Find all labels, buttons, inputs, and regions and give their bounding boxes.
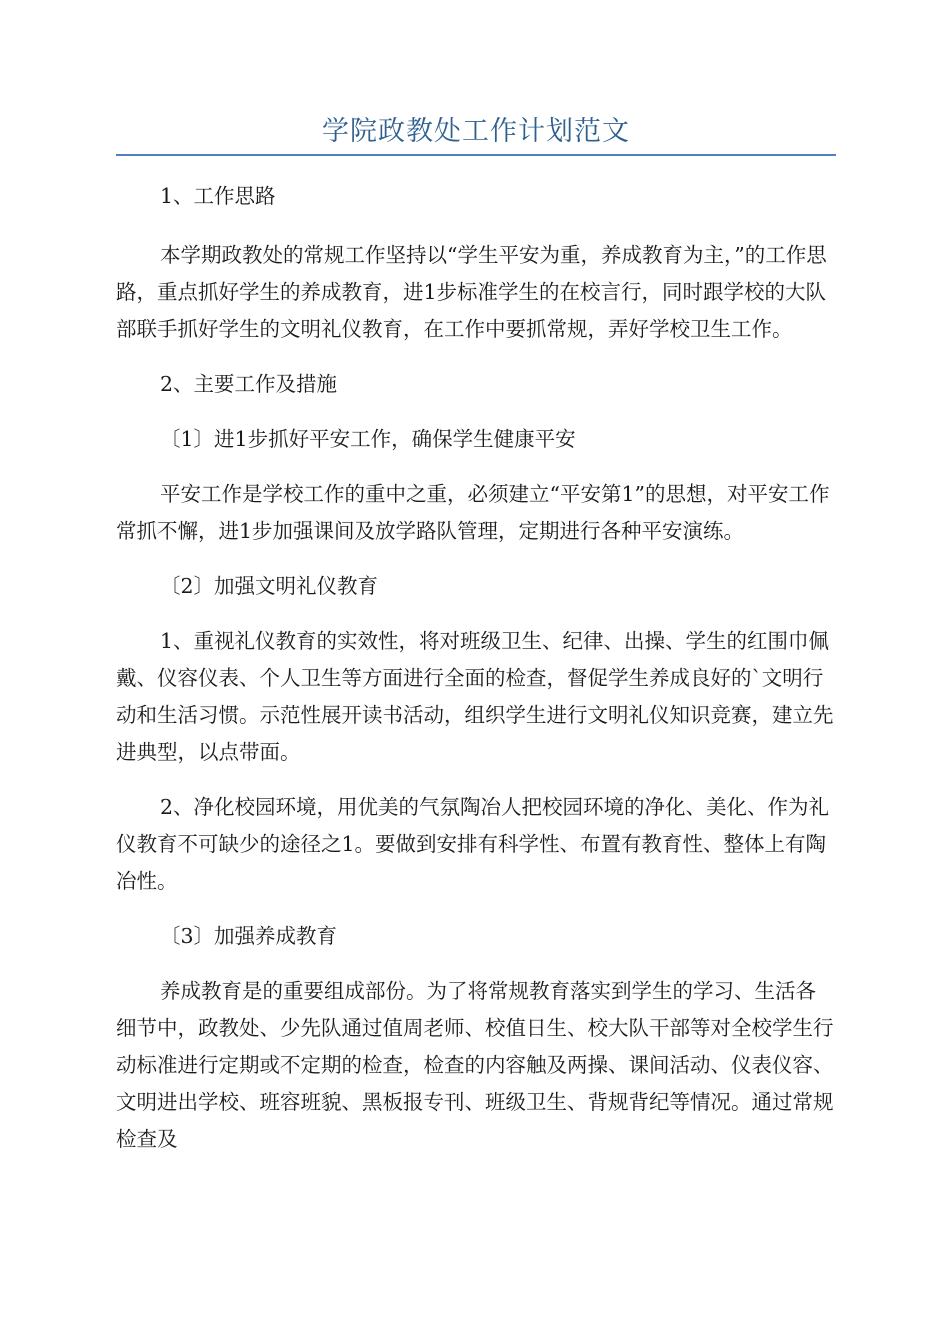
subheading-habits: 〔3〕加强养成教育 [160, 924, 338, 948]
document-title: 学院政教处工作计划范文 [322, 116, 630, 147]
paragraph-habits: 养成教育是的重要组成部份。为了将常规教育落实到学生的学习、生活各细节中，政教处、少先队通过值周老师、校值日生、校大队干部等对全校学生行动标准进行定期或不定期的检查，检查的内容触及两操、课间活动、仪表仪容、文明进出学校、班容班貌、黑板报专刊、班级卫生、背规背纪等情况。通过常规检查及 [116, 979, 834, 1151]
heading-main-work: 2、主要工作及措施 [160, 372, 338, 396]
subheading-etiquette: 〔2〕加强文明礼仪教育 [160, 574, 379, 598]
paragraph-etiquette-1: 1、重视礼仪教育的实效性，将对班级卫生、纪律、出操、学生的红围巾佩戴、仪容仪表、个人卫生等方面进行全面的检查，督促学生养成良好的`文明行动和生活习惯。示范性展开读书活动，组织学生进行文明礼仪知识竞赛，建立先进典型，以点带面。 [116, 629, 834, 764]
paragraph-safety: 平安工作是学校工作的重中之重，必须建立“平安第1”的思想，对平安工作常抓不懈，进1步加强课间及放学路队管理，定期进行各种平安演练。 [116, 482, 830, 543]
subheading-safety: 〔1〕进1步抓好平安工作，确保学生健康平安 [160, 427, 576, 451]
heading-work-idea: 1、工作思路 [160, 184, 276, 208]
title-underline [116, 154, 836, 156]
document-page [116, 112, 836, 1158]
paragraph-work-idea: 本学期政教处的常规工作坚持以“学生平安为重，养成教育为主，”的工作思路，重点抓好学生的养成教育，进1步标准学生的在校言行，同时跟学校的大队部联手抓好学生的文明礼仪教育，在工作中要抓常规，弄好学校卫生工作。 [116, 243, 827, 341]
paragraph-etiquette-2: 2、净化校园环境，用优美的气氛陶冶人把校园环境的净化、美化、作为礼仪教育不可缺少的途径之1。要做到安排有科学性、布置有教育性、整体上有陶冶性。 [116, 795, 830, 893]
